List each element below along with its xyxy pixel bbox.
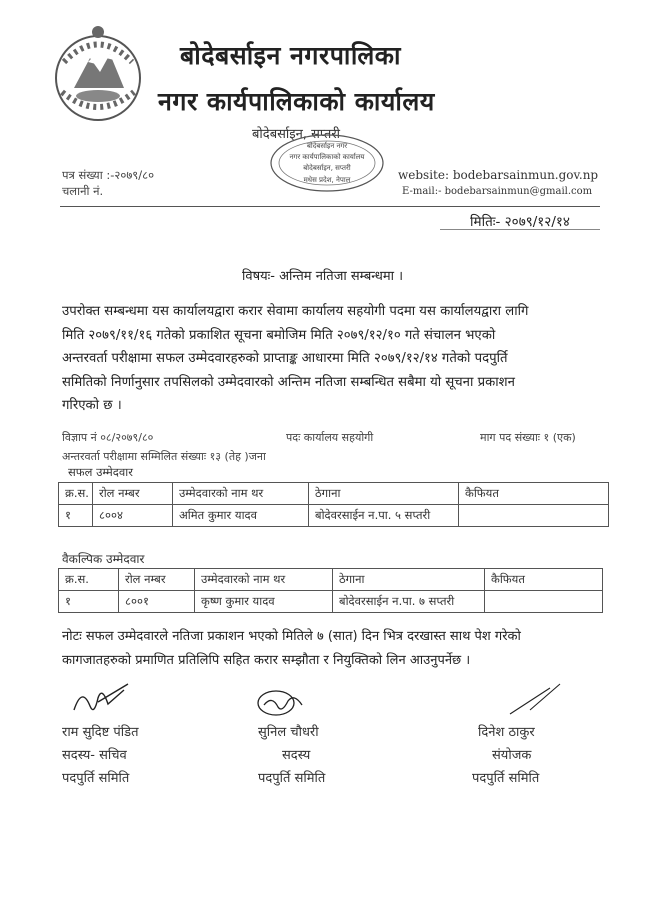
header-divider bbox=[60, 206, 600, 207]
body-line: मिति २०७९/११/१६ गतेको प्रकाशित सूचना बमोजिम मिति २०७९/१२/१० गते संचालन भएको bbox=[62, 327, 496, 343]
table-cell: ८००१ bbox=[119, 591, 195, 613]
date-underline bbox=[440, 229, 600, 230]
office-name: नगर कार्यपालिकाको कार्यालय bbox=[158, 87, 435, 116]
dispatch-number: चलानी नं. bbox=[62, 184, 104, 198]
table-cell: बोदेवरसाईन न.पा. ७ सप्तरी bbox=[333, 591, 485, 613]
stamp-line-3: बोदेबर्साइन, सप्तरी bbox=[303, 164, 351, 172]
successful-candidates-table bbox=[58, 482, 609, 527]
demand-count: माग पद संख्याः १ (एक) bbox=[480, 431, 576, 444]
stamp-line-2: नगर कार्यपालिकाको कार्यालय bbox=[289, 153, 365, 161]
reference-number: पत्र संख्या :-२०७९/८० bbox=[62, 168, 155, 182]
body-line: समितिको निर्णानुसार तपसिलको उम्मेदवारको अन्तिम नतिजा सम्बन्धित सबैमा यो सूचना प्रकाशन bbox=[62, 374, 515, 390]
alternate-candidates-table bbox=[58, 568, 603, 613]
column-header: क्र.स. bbox=[59, 569, 119, 591]
email: E-mail:- bodebarsainmun@gmail.com bbox=[402, 186, 593, 197]
signature-3 bbox=[500, 680, 590, 720]
table-cell: अमित कुमार यादव bbox=[173, 505, 309, 527]
note-line: कागजातहरुको प्रमाणित प्रतिलिपि सहित करार सम्झौता र नियुक्तिको लिन आउनुपर्नेछ । bbox=[62, 653, 471, 668]
signatory-committee: पदपुर्ति समिति bbox=[258, 771, 326, 786]
column-header: उम्मेदवारको नाम थर bbox=[195, 569, 333, 591]
note-line: नोटः सफल उम्मेदवारले नतिजा प्रकाशन भएको मितिले ७ (सात) दिन भित्र दरखास्त साथ पेश गरेको bbox=[62, 629, 521, 644]
signatory-committee: पदपुर्ति समिति bbox=[62, 771, 130, 786]
letter-date: मितिः- २०७९/१२/१४ bbox=[470, 214, 570, 230]
table-cell: १ bbox=[59, 591, 119, 613]
table-header-row bbox=[59, 569, 603, 591]
stamp-line-1: बोदेबर्साइन नगर bbox=[306, 142, 348, 150]
table-cell bbox=[485, 591, 603, 613]
table-header-row bbox=[59, 483, 609, 505]
table-row bbox=[59, 591, 603, 613]
signature-1 bbox=[68, 680, 158, 720]
table-cell: कृष्ण कुमार यादव bbox=[195, 591, 333, 613]
signatory-role: संयोजक bbox=[492, 748, 532, 763]
body-line: गरिएको छ । bbox=[62, 398, 122, 413]
advertisement-number: विज्ञाप नं ०८/२०७९/८० bbox=[62, 431, 154, 444]
table-cell bbox=[459, 505, 609, 527]
participant-count: अन्तरवर्ता परीक्षामा सम्मिलित संख्याः १३ (तेह )जना bbox=[62, 450, 266, 463]
office-address: बोदेबर्साइन, सप्तरी bbox=[252, 127, 341, 142]
successful-candidates-heading: सफल उम्मेदवार bbox=[68, 465, 133, 479]
table-cell: बोदेवरसाईन न.पा. ५ सप्तरी bbox=[309, 505, 459, 527]
municipality-name: बोदेबर्साइन नगरपालिका bbox=[180, 41, 401, 70]
notice-body bbox=[62, 300, 610, 418]
signatory-name: सुनिल चौधरी bbox=[258, 725, 319, 740]
office-stamp bbox=[268, 132, 386, 194]
body-line: उपरोक्त सम्बन्धमा यस कार्यालयद्वारा करार सेवामा कार्यालय सहयोगी पदमा यस कार्यालयद्वारा लागि bbox=[62, 304, 529, 319]
table-row bbox=[59, 505, 609, 527]
post-title: पदः कार्यालय सहयोगी bbox=[286, 431, 374, 444]
signatory-role: सदस्य bbox=[282, 748, 311, 763]
signature-2 bbox=[250, 683, 340, 723]
table-cell: ८००४ bbox=[93, 505, 173, 527]
subject-line: विषयः- अन्तिम नतिजा सम्बन्धमा । bbox=[242, 269, 404, 284]
column-header: ठेगाना bbox=[309, 483, 459, 505]
alternate-candidates-heading: वैकल्पिक उम्मेदवार bbox=[62, 552, 145, 566]
government-emblem-icon bbox=[52, 22, 144, 132]
column-header: रोल नम्बर bbox=[119, 569, 195, 591]
signatory-name: राम सुदिष्ट पंडित bbox=[62, 725, 139, 740]
column-header: रोल नम्बर bbox=[93, 483, 173, 505]
column-header: कैफियत bbox=[459, 483, 609, 505]
column-header: कैफियत bbox=[485, 569, 603, 591]
column-header: ठेगाना bbox=[333, 569, 485, 591]
signatory-name: दिनेश ठाकुर bbox=[478, 725, 535, 740]
website: website: bodebarsainmun.gov.np bbox=[398, 168, 599, 182]
signatory-role: सदस्य- सचिव bbox=[62, 748, 127, 763]
stamp-line-4: मधेस प्रदेश, नेपाल bbox=[303, 176, 351, 184]
note-paragraph bbox=[62, 625, 610, 673]
signatory-committee: पदपुर्ति समिति bbox=[472, 771, 540, 786]
column-header: उम्मेदवारको नाम थर bbox=[173, 483, 309, 505]
table-cell: १ bbox=[59, 505, 93, 527]
column-header: क्र.स. bbox=[59, 483, 93, 505]
body-line: अन्तरवर्ता परीक्षामा सफल उम्मेदवारहरुको प्राप्ताङ्क आधारमा मिति २०७९/१२/१४ गतेको पदपुर्ति bbox=[62, 351, 508, 366]
